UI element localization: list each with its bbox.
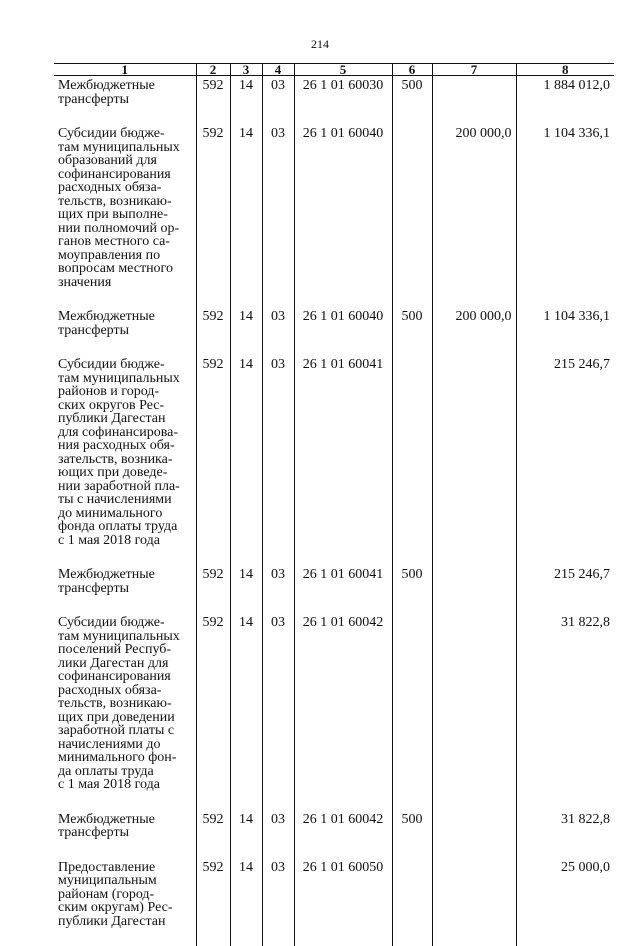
cell-section: 14 [230, 307, 262, 355]
cell-section: 14 [230, 810, 262, 858]
cell-amount-8: 31 822,8 [516, 613, 614, 810]
cell-expense-type [392, 858, 432, 946]
cell-expense-type: 500 [392, 76, 432, 125]
cell-section: 14 [230, 355, 262, 565]
cell-subsection: 03 [262, 76, 294, 125]
cell-section: 14 [230, 613, 262, 810]
cell-amount-7: 200 000,0 [432, 307, 516, 355]
cell-amount-7 [432, 355, 516, 565]
cell-admin-code: 592 [196, 307, 230, 355]
cell-admin-code: 592 [196, 613, 230, 810]
cell-amount-8: 1 104 336,1 [516, 124, 614, 307]
cell-name: Предоставление муниципальным районам (город- ским округам) Рес- публики Дагестан [54, 858, 196, 946]
page-number: 214 [0, 37, 640, 52]
cell-subsection: 03 [262, 613, 294, 810]
cell-name: Межбюджетные трансферты [54, 76, 196, 125]
cell-target-article: 26 1 01 60030 [294, 76, 392, 125]
cell-amount-8: 215 246,7 [516, 565, 614, 613]
cell-amount-7 [432, 810, 516, 858]
cell-target-article: 26 1 01 60042 [294, 613, 392, 810]
cell-target-article: 26 1 01 60040 [294, 307, 392, 355]
cell-amount-8: 31 822,8 [516, 810, 614, 858]
cell-name: Межбюджетные трансферты [54, 307, 196, 355]
header-row [54, 64, 614, 76]
header-col-5: 5 [294, 64, 392, 76]
cell-amount-8: 25 000,0 [516, 858, 614, 946]
cell-name: Межбюджетные трансферты [54, 565, 196, 613]
header-col-2: 2 [196, 64, 230, 76]
cell-admin-code: 592 [196, 124, 230, 307]
cell-section: 14 [230, 76, 262, 125]
cell-amount-7 [432, 76, 516, 125]
cell-admin-code: 592 [196, 565, 230, 613]
header-col-1: 1 [54, 64, 196, 76]
cell-amount-7 [432, 613, 516, 810]
cell-admin-code: 592 [196, 355, 230, 565]
cell-section: 14 [230, 858, 262, 946]
cell-name: Межбюджетные трансферты [54, 810, 196, 858]
cell-section: 14 [230, 565, 262, 613]
table-row [54, 810, 614, 858]
cell-target-article: 26 1 01 60041 [294, 355, 392, 565]
cell-name: Субсидии бюдже- там муниципальных поселений Респуб- лики Дагестан для софинансирования расходных обяза- тельств, возникаю- щих при доведении заработной платы с начислениями до минимального фон- да оплаты труда с 1 мая 2018 года [54, 613, 196, 810]
cell-subsection: 03 [262, 355, 294, 565]
cell-subsection: 03 [262, 858, 294, 946]
cell-admin-code: 592 [196, 810, 230, 858]
cell-amount-7: 200 000,0 [432, 124, 516, 307]
cell-name: Субсидии бюдже- там муниципальных районов и город- ских округов Рес- публики Дагестан для софинансирова- ния расходных обя- зательств, возника- ющих при доведе- нии заработной пла- ты с начислениями до минимального фонда оплаты труда с 1 мая 2018 года [54, 355, 196, 565]
cell-subsection: 03 [262, 124, 294, 307]
header-col-3: 3 [230, 64, 262, 76]
cell-amount-8: 1 104 336,1 [516, 307, 614, 355]
header-col-6: 6 [392, 64, 432, 76]
cell-amount-8: 215 246,7 [516, 355, 614, 565]
cell-subsection: 03 [262, 810, 294, 858]
cell-expense-type [392, 613, 432, 810]
cell-target-article: 26 1 01 60042 [294, 810, 392, 858]
table-row [54, 307, 614, 355]
table-row [54, 355, 614, 565]
cell-target-article: 26 1 01 60040 [294, 124, 392, 307]
budget-table [54, 63, 614, 946]
cell-amount-8: 1 884 012,0 [516, 76, 614, 125]
cell-expense-type: 500 [392, 565, 432, 613]
table-row [54, 613, 614, 810]
cell-section: 14 [230, 124, 262, 307]
table-row [54, 124, 614, 307]
cell-expense-type [392, 355, 432, 565]
table-row [54, 565, 614, 613]
cell-subsection: 03 [262, 565, 294, 613]
cell-target-article: 26 1 01 60041 [294, 565, 392, 613]
cell-expense-type [392, 124, 432, 307]
cell-admin-code: 592 [196, 76, 230, 125]
cell-admin-code: 592 [196, 858, 230, 946]
cell-amount-7 [432, 858, 516, 946]
table-row [54, 76, 614, 125]
cell-name: Субсидии бюдже- там муниципальных образований для софинансирования расходных обяза- тельств, возникаю- щих при выполне- нии полномочий ор- ганов местного са- моуправления по вопросам местного значения [54, 124, 196, 307]
header-col-8: 8 [516, 64, 614, 76]
header-col-7: 7 [432, 64, 516, 76]
cell-target-article: 26 1 01 60050 [294, 858, 392, 946]
cell-expense-type: 500 [392, 307, 432, 355]
cell-expense-type: 500 [392, 810, 432, 858]
cell-amount-7 [432, 565, 516, 613]
cell-subsection: 03 [262, 307, 294, 355]
header-col-4: 4 [262, 64, 294, 76]
table-row [54, 858, 614, 946]
